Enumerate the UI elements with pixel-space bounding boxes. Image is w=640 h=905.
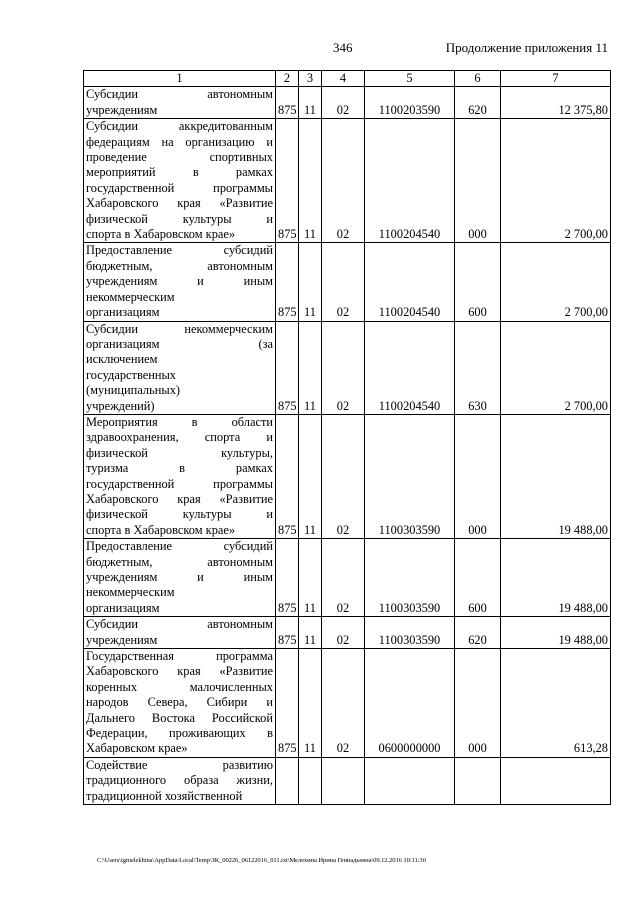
section-code-cell bbox=[299, 757, 322, 804]
amount-cell: 19 488,00 bbox=[501, 617, 611, 649]
item-name-line: традиционного образа жизни, bbox=[86, 773, 273, 788]
item-name-cell bbox=[84, 617, 276, 649]
page-number: 346 bbox=[333, 40, 353, 55]
item-name-line: физической культуры, bbox=[86, 445, 273, 460]
ministry-code-cell: 875 bbox=[276, 87, 299, 119]
item-name-line: Субсидии аккредитованным bbox=[86, 119, 273, 134]
subsection-code-cell: 02 bbox=[322, 617, 365, 649]
item-name-cell bbox=[84, 757, 276, 804]
ministry-code-cell bbox=[276, 757, 299, 804]
item-name-line: Субсидии автономным bbox=[86, 87, 273, 102]
file-path-footer: C:\Users\igmelekhina\AppData\Local\Temp\ЗК_00226_06122016_011.txt\Мелехина Ирина Геннадьевна\09.12.2016 10:11:30 bbox=[97, 857, 426, 864]
item-name-line: федерациям на организацию и bbox=[86, 134, 273, 149]
expense-type-cell bbox=[455, 757, 501, 804]
column-number-row bbox=[84, 71, 611, 87]
item-name-cell bbox=[84, 119, 276, 243]
item-name-line: традиционной хозяйственной bbox=[86, 788, 243, 803]
expense-type-cell: 000 bbox=[455, 649, 501, 758]
item-name-line: Субсидии некоммерческим bbox=[86, 321, 273, 336]
ministry-code-cell: 875 bbox=[276, 119, 299, 243]
column-header: 5 bbox=[365, 71, 455, 87]
item-name-line: учреждениям bbox=[86, 102, 158, 117]
expense-type-cell: 000 bbox=[455, 414, 501, 538]
item-name-line: Хабаровского края «Развитие bbox=[86, 196, 273, 211]
subsection-code-cell: 02 bbox=[322, 321, 365, 414]
item-name-cell bbox=[84, 321, 276, 414]
amount-cell: 19 488,00 bbox=[501, 539, 611, 617]
item-name-line: бюджетным, автономным bbox=[86, 554, 273, 569]
amount-cell: 19 488,00 bbox=[501, 414, 611, 538]
column-header: 6 bbox=[455, 71, 501, 87]
subsection-code-cell: 02 bbox=[322, 119, 365, 243]
item-name-cell bbox=[84, 243, 276, 321]
subsection-code-cell bbox=[322, 757, 365, 804]
column-header: 7 bbox=[501, 71, 611, 87]
item-name-line: Содействие развитию bbox=[86, 757, 273, 772]
item-name-line: (муниципальных) bbox=[86, 383, 181, 398]
ministry-code-cell: 875 bbox=[276, 617, 299, 649]
table-row bbox=[84, 243, 611, 321]
item-name-line: Дальнего Востока Российской bbox=[86, 710, 273, 725]
expense-type-cell: 600 bbox=[455, 539, 501, 617]
item-name-line: некоммерческим bbox=[86, 289, 175, 304]
section-code-cell: 11 bbox=[299, 649, 322, 758]
item-name-line: организациям bbox=[86, 600, 160, 615]
item-name-line: Хабаровского края «Развитие bbox=[86, 491, 273, 506]
item-name-line: исключением bbox=[86, 352, 158, 367]
target-article-cell: 1100203590 bbox=[365, 87, 455, 119]
item-name-line: Федерации, проживающих в bbox=[86, 726, 273, 741]
subsection-code-cell: 02 bbox=[322, 539, 365, 617]
table-row bbox=[84, 87, 611, 119]
item-name-line: государственных bbox=[86, 367, 177, 382]
subsection-code-cell: 02 bbox=[322, 649, 365, 758]
item-name-line: Предоставление субсидий bbox=[86, 539, 273, 554]
column-header: 1 bbox=[84, 71, 276, 87]
table-row bbox=[84, 119, 611, 243]
section-code-cell: 11 bbox=[299, 539, 322, 617]
item-name-line: мероприятий в рамках bbox=[86, 165, 273, 180]
item-name-line: спорта в Хабаровском крае» bbox=[86, 227, 236, 242]
section-code-cell: 11 bbox=[299, 243, 322, 321]
item-name-line: Субсидии автономным bbox=[86, 617, 273, 632]
target-article-cell: 1100303590 bbox=[365, 617, 455, 649]
subsection-code-cell: 02 bbox=[322, 87, 365, 119]
target-article-cell: 1100303590 bbox=[365, 539, 455, 617]
item-name-line: здравоохранения, спорта и bbox=[86, 430, 273, 445]
expense-type-cell: 630 bbox=[455, 321, 501, 414]
item-name-line: физической культуры и bbox=[86, 507, 273, 522]
table-row bbox=[84, 617, 611, 649]
ministry-code-cell: 875 bbox=[276, 539, 299, 617]
item-name-line: туризма в рамках bbox=[86, 461, 273, 476]
item-name-line: государственной программы bbox=[86, 476, 273, 491]
item-name-line: Мероприятия в области bbox=[86, 414, 273, 429]
amount-cell bbox=[501, 757, 611, 804]
item-name-cell bbox=[84, 414, 276, 538]
ministry-code-cell: 875 bbox=[276, 649, 299, 758]
item-name-line: Государственная программа bbox=[86, 649, 273, 664]
item-name-line: Хабаровского края «Развитие bbox=[86, 664, 273, 679]
target-article-cell: 1100204540 bbox=[365, 119, 455, 243]
table-row bbox=[84, 539, 611, 617]
column-header: 2 bbox=[276, 71, 299, 87]
table-row bbox=[84, 321, 611, 414]
target-article-cell bbox=[365, 757, 455, 804]
table-row bbox=[84, 414, 611, 538]
item-name-line: спорта в Хабаровском крае» bbox=[86, 522, 236, 537]
item-name-line: физической культуры и bbox=[86, 211, 273, 226]
expense-type-cell: 600 bbox=[455, 243, 501, 321]
item-name-line: организациям (за bbox=[86, 336, 273, 351]
item-name-line: коренных малочисленных bbox=[86, 679, 273, 694]
section-code-cell: 11 bbox=[299, 617, 322, 649]
item-name-line: учреждениям и иным bbox=[86, 274, 273, 289]
expense-type-cell: 000 bbox=[455, 119, 501, 243]
item-name-cell bbox=[84, 87, 276, 119]
column-header: 3 bbox=[299, 71, 322, 87]
column-header: 4 bbox=[322, 71, 365, 87]
section-code-cell: 11 bbox=[299, 87, 322, 119]
section-code-cell: 11 bbox=[299, 414, 322, 538]
subsection-code-cell: 02 bbox=[322, 243, 365, 321]
target-article-cell: 1100204540 bbox=[365, 321, 455, 414]
expense-type-cell: 620 bbox=[455, 87, 501, 119]
section-code-cell: 11 bbox=[299, 119, 322, 243]
item-name-line: учреждениям и иным bbox=[86, 570, 273, 584]
item-name-line: бюджетным, автономным bbox=[86, 258, 273, 273]
amount-cell: 2 700,00 bbox=[501, 243, 611, 321]
ministry-code-cell: 875 bbox=[276, 243, 299, 321]
item-name-line: Хабаровском крае» bbox=[86, 741, 188, 756]
subsection-code-cell: 02 bbox=[322, 414, 365, 538]
item-name-line: Предоставление субсидий bbox=[86, 243, 273, 258]
amount-cell: 2 700,00 bbox=[501, 321, 611, 414]
budget-table bbox=[83, 70, 611, 805]
item-name-line: проведение спортивных bbox=[86, 150, 273, 165]
target-article-cell: 1100204540 bbox=[365, 243, 455, 321]
item-name-line: государственной программы bbox=[86, 180, 273, 195]
target-article-cell: 1100303590 bbox=[365, 414, 455, 538]
item-name-cell bbox=[84, 539, 276, 617]
section-code-cell: 11 bbox=[299, 321, 322, 414]
amount-cell: 613,28 bbox=[501, 649, 611, 758]
item-name-line: народов Севера, Сибири и bbox=[86, 695, 273, 710]
ministry-code-cell: 875 bbox=[276, 321, 299, 414]
item-name-line: организациям bbox=[86, 305, 160, 320]
table-row bbox=[84, 649, 611, 758]
item-name-line: учреждениям bbox=[86, 632, 158, 647]
ministry-code-cell: 875 bbox=[276, 414, 299, 538]
table-row bbox=[84, 757, 611, 804]
item-name-cell bbox=[84, 649, 276, 758]
target-article-cell: 0600000000 bbox=[365, 649, 455, 758]
appendix-continuation-title: Продолжение приложения 11 bbox=[445, 40, 608, 55]
item-name-line: некоммерческим bbox=[86, 585, 175, 600]
amount-cell: 12 375,80 bbox=[501, 87, 611, 119]
expense-type-cell: 620 bbox=[455, 617, 501, 649]
item-name-line: учреждений) bbox=[86, 398, 155, 413]
amount-cell: 2 700,00 bbox=[501, 119, 611, 243]
table-body bbox=[84, 71, 611, 805]
